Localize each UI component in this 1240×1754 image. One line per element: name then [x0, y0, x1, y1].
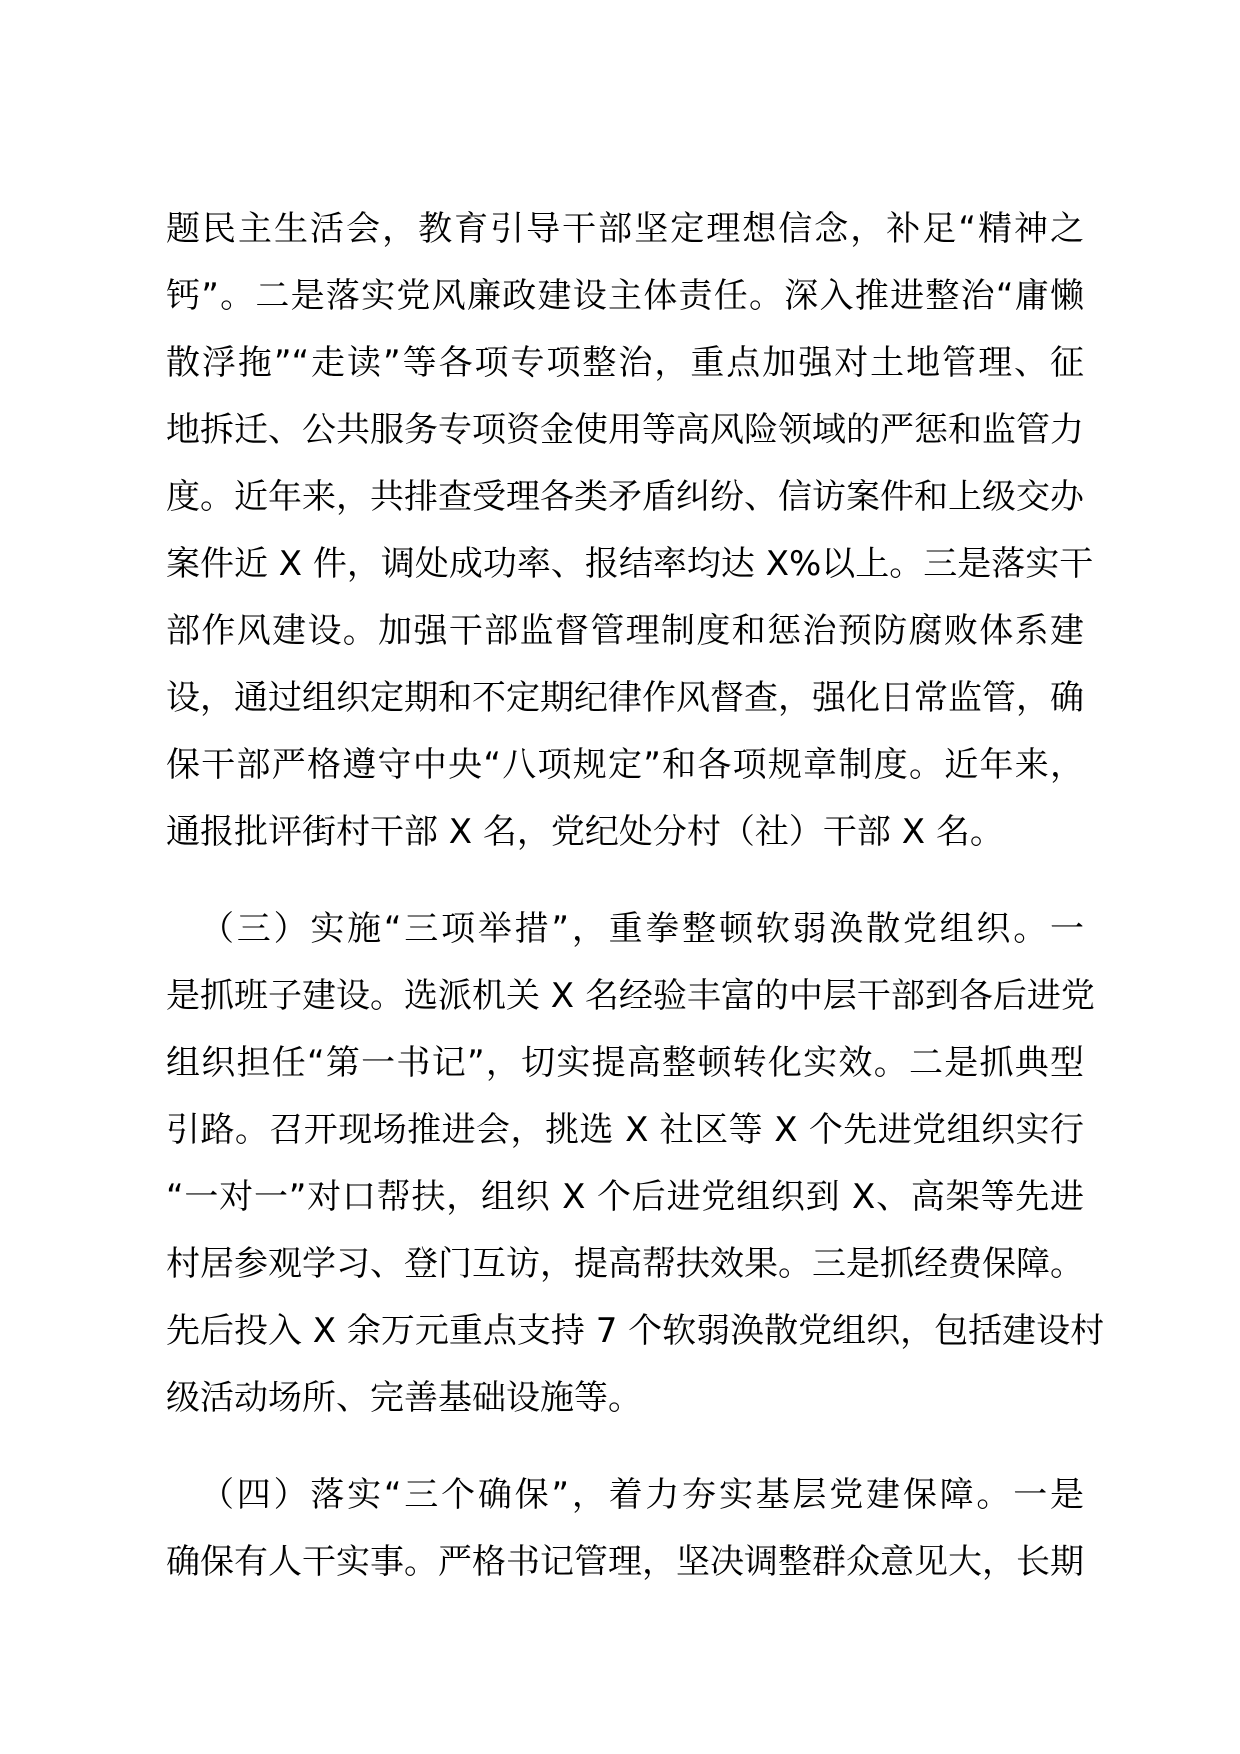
document-body [166, 196, 1105, 1596]
text-line: 是抓班子建设。选派机关 X 名经验丰富的中层干部到各后进党 [166, 976, 1095, 1016]
text-line: 钙”。二是落实党风廉政建设主体责任。深入推进整治“庸懒 [166, 276, 1084, 316]
text-line: 保干部严格遵守中央“八项规定”和各项规章制度。近年来， [166, 745, 1084, 785]
text-line: 级活动场所、完善基础设施等。 [166, 1378, 642, 1418]
text-line: 度。近年来，共排查受理各类矛盾纠纷、信访案件和上级交办 [166, 477, 1084, 517]
text-line: 题民主生活会，教育引导干部坚定理想信念，补足“精神之 [166, 209, 1084, 249]
text-line: 引路。召开现场推进会，挑选 X 社区等 X 个先进党组织实行 [166, 1110, 1084, 1150]
paragraph-gap [166, 1432, 1084, 1462]
text-line: 村居参观学习、登门互访，提高帮扶效果。三是抓经费保障。 [166, 1244, 1084, 1284]
text-line: 组织担任“第一书记”，切实提高整顿转化实效。二是抓典型 [166, 1043, 1084, 1083]
paragraph-gap [166, 866, 1084, 896]
paragraph-3 [166, 1462, 1084, 1596]
text-line: 散浮拖”“走读”等各项专项整治，重点加强对土地管理、征 [166, 343, 1084, 383]
text-line: 确保有人干实事。严格书记管理，坚决调整群众意见大，长期 [166, 1542, 1084, 1582]
text-line: 地拆迁、公共服务专项资金使用等高风险领域的严惩和监管力 [166, 410, 1084, 450]
paragraph-1 [166, 196, 1094, 866]
text-line: 先后投入 X 余万元重点支持 7 个软弱涣散党组织，包括建设村 [166, 1311, 1105, 1351]
text-line: （四）落实“三个确保”，着力夯实基层党建保障。一是 [200, 1475, 1084, 1515]
paragraph-2 [166, 896, 1105, 1432]
text-line: （三）实施“三项举措”，重拳整顿软弱涣散党组织。一 [200, 909, 1084, 949]
text-line: 部作风建设。加强干部监督管理制度和惩治预防腐败体系建 [166, 611, 1084, 651]
text-line: 设，通过组织定期和不定期纪律作风督查，强化日常监管，确 [166, 678, 1084, 718]
text-line: 通报批评街村干部 X 名，党纪处分村（社）干部 X 名。 [166, 812, 1004, 852]
text-line: “一对一”对口帮扶，组织 X 个后进党组织到 X、高架等先进 [166, 1177, 1084, 1217]
text-line: 案件近 X 件，调处成功率、报结率均达 X%以上。三是落实干 [166, 544, 1094, 584]
